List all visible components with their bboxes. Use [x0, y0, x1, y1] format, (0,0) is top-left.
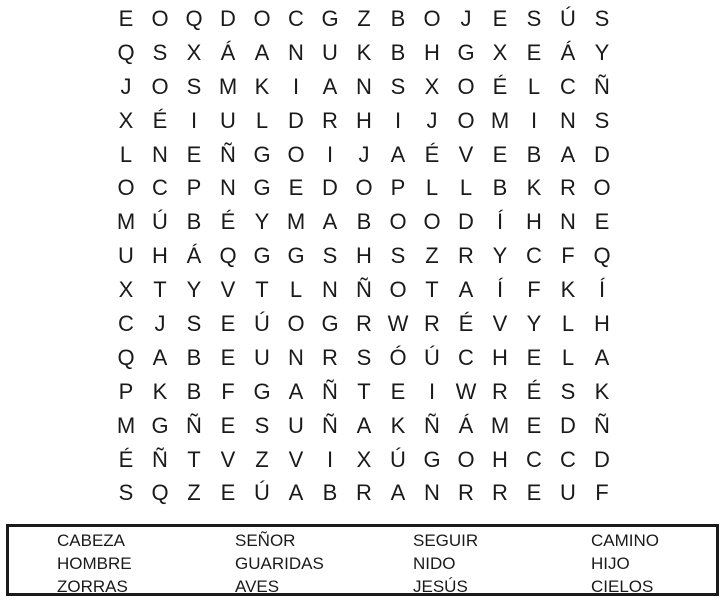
grid-letter[interactable]: S [560, 378, 576, 404]
grid-letter[interactable]: I [326, 446, 334, 472]
grid-letter[interactable]: A [254, 39, 270, 65]
grid-letter[interactable]: O [389, 209, 407, 235]
grid-letter[interactable]: É [152, 107, 168, 133]
grid-letter[interactable]: X [118, 107, 134, 133]
grid-letter[interactable]: O [287, 310, 305, 336]
grid-letter[interactable]: D [594, 141, 610, 167]
grid-letter[interactable]: Ú [560, 5, 576, 31]
grid-letter[interactable]: E [526, 412, 542, 438]
grid-letter[interactable]: Á [220, 39, 236, 65]
grid-letter[interactable]: G [321, 5, 339, 31]
grid-letter[interactable]: E [492, 5, 508, 31]
grid-letter[interactable]: U [220, 107, 236, 133]
grid-letter[interactable]: D [560, 412, 576, 438]
grid-letter[interactable]: O [389, 277, 407, 303]
grid-letter[interactable]: S [254, 412, 270, 438]
grid-letter[interactable]: J [120, 73, 132, 99]
grid-letter[interactable]: V [288, 446, 304, 472]
grid-letter[interactable]: É [458, 310, 474, 336]
grid-letter[interactable]: B [526, 141, 542, 167]
grid-letter[interactable]: Q [219, 243, 237, 269]
grid-letter[interactable]: O [151, 5, 169, 31]
grid-letter[interactable]: X [492, 39, 508, 65]
grid-letter[interactable]: B [390, 5, 406, 31]
grid-letter[interactable]: A [594, 344, 610, 370]
grid-letter[interactable]: X [424, 73, 440, 99]
grid-letter[interactable]: I [428, 378, 436, 404]
grid-letter[interactable]: H [594, 310, 610, 336]
grid-letter[interactable]: A [288, 378, 304, 404]
grid-letter[interactable]: W [455, 378, 477, 404]
grid-letter[interactable]: Á [186, 243, 202, 269]
grid-letter[interactable]: E [526, 344, 542, 370]
grid-letter[interactable]: U [288, 412, 304, 438]
grid-letter[interactable]: Y [254, 209, 270, 235]
grid-letter[interactable]: N [322, 277, 338, 303]
grid-letter[interactable]: Ñ [220, 141, 236, 167]
grid-letter[interactable]: S [594, 5, 610, 31]
grid-letter[interactable]: X [186, 39, 202, 65]
grid-letter[interactable]: B [356, 209, 372, 235]
grid-letter[interactable]: T [357, 378, 371, 404]
grid-letter[interactable]: L [527, 73, 541, 99]
grid-letter[interactable]: H [356, 243, 372, 269]
grid-letter[interactable]: E [220, 480, 236, 506]
grid-letter[interactable]: T [425, 277, 439, 303]
grid-letter[interactable]: M [116, 209, 136, 235]
grid-letter[interactable]: H [356, 107, 372, 133]
grid-letter[interactable]: B [186, 378, 202, 404]
word-list-item: SEGUIR [413, 531, 479, 550]
grid-letter[interactable]: E [220, 412, 236, 438]
grid-letter[interactable]: N [560, 209, 576, 235]
grid-letter[interactable]: C [288, 5, 304, 31]
grid-letter[interactable]: G [457, 39, 475, 65]
grid-letter[interactable]: S [594, 107, 610, 133]
grid-letter[interactable]: P [118, 378, 134, 404]
grid-letter[interactable]: Ú [254, 480, 270, 506]
grid-letter[interactable]: É [118, 446, 134, 472]
grid-letter[interactable]: H [492, 446, 508, 472]
grid-letter[interactable]: P [390, 175, 406, 201]
grid-letter[interactable]: G [423, 446, 441, 472]
grid-letter[interactable]: E [526, 480, 542, 506]
grid-letter[interactable]: A [322, 209, 338, 235]
grid-letter[interactable]: Q [117, 39, 135, 65]
grid-letter[interactable]: K [390, 412, 406, 438]
grid-letter[interactable]: J [460, 5, 472, 31]
grid-letter[interactable]: O [457, 446, 475, 472]
grid-letter[interactable]: M [286, 209, 306, 235]
grid-letter[interactable]: Á [458, 412, 474, 438]
grid-letter[interactable]: N [220, 175, 236, 201]
word-list-item: NIDO [413, 554, 456, 573]
grid-letter[interactable]: N [152, 141, 168, 167]
grid-letter[interactable]: U [118, 243, 134, 269]
grid-letter[interactable]: J [154, 310, 166, 336]
grid-letter[interactable]: Z [425, 243, 439, 269]
grid-letter[interactable]: Z [187, 480, 201, 506]
grid-letter[interactable]: E [390, 378, 406, 404]
grid-letter[interactable]: T [255, 277, 269, 303]
grid-letter[interactable]: F [595, 480, 609, 506]
word-list-item: HIJO [591, 554, 630, 573]
grid-letter[interactable]: U [254, 344, 270, 370]
grid-letter[interactable]: Q [185, 5, 203, 31]
grid-letter[interactable]: A [390, 480, 406, 506]
grid-letter[interactable]: T [187, 446, 201, 472]
grid-letter[interactable]: Ñ [186, 412, 202, 438]
grid-letter[interactable]: Y [526, 310, 542, 336]
grid-letter[interactable]: W [387, 310, 409, 336]
grid-letter[interactable]: O [287, 141, 305, 167]
grid-letter[interactable]: L [425, 175, 439, 201]
grid-letter[interactable]: F [527, 277, 541, 303]
word-list-box [6, 524, 719, 596]
word-list-item: ZORRAS [57, 577, 128, 596]
grid-letter[interactable]: B [186, 344, 202, 370]
grid-letter[interactable]: X [356, 446, 372, 472]
grid-letter[interactable]: D [594, 446, 610, 472]
grid-letter[interactable]: R [560, 175, 576, 201]
grid-letter[interactable]: R [322, 344, 338, 370]
grid-letter[interactable]: C [458, 344, 474, 370]
grid-letter[interactable]: B [186, 209, 202, 235]
grid-letter[interactable]: Ñ [356, 277, 372, 303]
grid-letter[interactable]: S [526, 5, 542, 31]
word-list-item: CIELOS [591, 577, 654, 596]
grid-letter[interactable]: R [424, 310, 440, 336]
grid-letter[interactable]: A [288, 480, 304, 506]
grid-letter[interactable]: É [526, 378, 542, 404]
grid-letter[interactable]: K [152, 378, 168, 404]
grid-letter[interactable]: B [322, 480, 338, 506]
grid-letter[interactable]: S [152, 39, 168, 65]
grid-letter[interactable]: Z [255, 446, 269, 472]
grid-letter[interactable]: R [458, 480, 474, 506]
grid-letter[interactable]: P [186, 175, 202, 201]
grid-letter[interactable]: É [424, 141, 440, 167]
grid-letter[interactable]: C [526, 243, 542, 269]
grid-letter[interactable]: Ñ [594, 412, 610, 438]
grid-letter[interactable]: E [118, 5, 134, 31]
grid-letter[interactable]: O [117, 175, 135, 201]
grid-letter[interactable]: A [458, 277, 474, 303]
word-list [57, 529, 721, 598]
grid-letter[interactable]: M [116, 412, 136, 438]
grid-letter[interactable]: K [594, 378, 610, 404]
grid-letter[interactable]: I [530, 107, 538, 133]
word-list-item: GUARIDAS [235, 554, 324, 573]
grid-letter[interactable]: E [220, 344, 236, 370]
grid-letter[interactable]: V [220, 446, 236, 472]
grid-letter[interactable]: C [560, 446, 576, 472]
grid-letter[interactable]: S [186, 73, 202, 99]
grid-letter[interactable]: Ñ [424, 412, 440, 438]
grid-letter[interactable]: D [220, 5, 236, 31]
grid-letter[interactable]: R [458, 243, 474, 269]
grid-letter[interactable]: R [492, 378, 508, 404]
grid-letter[interactable]: G [253, 378, 271, 404]
grid-letter[interactable]: Ñ [322, 412, 338, 438]
grid-letter[interactable]: I [190, 107, 198, 133]
grid-letter[interactable]: D [288, 107, 304, 133]
word-list-item: CABEZA [57, 531, 126, 550]
grid-letter[interactable]: S [356, 344, 372, 370]
grid-letter[interactable]: K [356, 39, 372, 65]
grid-letter[interactable]: O [423, 209, 441, 235]
grid-letter[interactable]: Y [594, 39, 610, 65]
grid-letter[interactable]: Ú [152, 209, 168, 235]
grid-letter[interactable]: V [458, 141, 474, 167]
grid-letter[interactable]: S [118, 480, 134, 506]
grid-letter[interactable]: L [289, 277, 303, 303]
grid-letter[interactable]: U [322, 39, 338, 65]
grid-letter[interactable]: Ñ [594, 73, 610, 99]
word-list-item: CAMINO [591, 531, 659, 550]
grid-letter[interactable]: O [253, 5, 271, 31]
word-list-item: HOMBRE [57, 554, 132, 573]
grid-letter[interactable]: L [561, 344, 575, 370]
grid-letter[interactable]: H [492, 344, 508, 370]
grid-letter[interactable]: O [457, 73, 475, 99]
grid-letter[interactable]: K [254, 73, 270, 99]
grid-letter[interactable]: N [424, 480, 440, 506]
grid-letter[interactable]: B [492, 175, 508, 201]
grid-letter[interactable]: G [287, 243, 305, 269]
grid-letter[interactable]: U [560, 480, 576, 506]
grid-letter[interactable]: A [560, 141, 576, 167]
grid-letter[interactable]: A [390, 141, 406, 167]
grid-letter[interactable]: A [152, 344, 168, 370]
grid-letter[interactable]: X [118, 277, 134, 303]
grid-letter[interactable]: É [492, 73, 508, 99]
grid-letter[interactable]: N [560, 107, 576, 133]
grid-letter[interactable]: F [221, 378, 235, 404]
word-list-item: JESÚS [413, 577, 468, 596]
grid-letter[interactable]: G [253, 141, 271, 167]
grid-letter[interactable]: O [593, 175, 611, 201]
grid-letter[interactable]: J [426, 107, 438, 133]
grid-letter[interactable]: Ñ [152, 446, 168, 472]
grid-letter[interactable]: Q [117, 344, 135, 370]
grid-letter[interactable]: Á [560, 39, 576, 65]
grid-letter[interactable]: N [356, 73, 372, 99]
grid-letter[interactable]: B [390, 39, 406, 65]
grid-letter[interactable]: C [152, 175, 168, 201]
grid-letter[interactable]: S [390, 73, 406, 99]
grid-letter[interactable]: F [561, 243, 575, 269]
grid-letter[interactable]: O [423, 5, 441, 31]
grid-letter[interactable]: M [490, 412, 510, 438]
grid-letter[interactable]: K [526, 175, 542, 201]
grid-letter[interactable]: A [356, 412, 372, 438]
grid-letter[interactable]: H [526, 209, 542, 235]
grid-letter[interactable]: O [151, 73, 169, 99]
grid-letter[interactable]: G [253, 243, 271, 269]
grid-letter[interactable]: E [220, 310, 236, 336]
grid-letter[interactable]: É [220, 209, 236, 235]
grid-letter[interactable]: Y [492, 243, 508, 269]
grid-letter[interactable]: E [186, 141, 202, 167]
grid-letter[interactable]: N [288, 344, 304, 370]
grid-letter[interactable]: R [356, 310, 372, 336]
grid-letter[interactable]: L [119, 141, 133, 167]
grid-letter[interactable]: E [492, 141, 508, 167]
grid-letter[interactable]: C [118, 310, 134, 336]
grid-letter[interactable]: O [355, 175, 373, 201]
grid-letter[interactable]: A [322, 73, 338, 99]
word-list-item: SEÑOR [235, 531, 296, 550]
grid-letter[interactable]: I [394, 107, 402, 133]
letter-grid [109, 2, 619, 510]
grid-letter[interactable]: O [457, 107, 475, 133]
grid-letter[interactable]: Z [357, 5, 371, 31]
grid-letter[interactable]: Y [186, 277, 202, 303]
grid-letter[interactable]: E [288, 175, 304, 201]
grid-letter[interactable]: N [288, 39, 304, 65]
grid-letter[interactable]: S [322, 243, 338, 269]
grid-letter[interactable]: Q [593, 243, 611, 269]
grid-letter[interactable]: J [358, 141, 370, 167]
grid-letter[interactable]: G [151, 412, 169, 438]
grid-letter[interactable]: G [321, 310, 339, 336]
grid-letter[interactable]: R [356, 480, 372, 506]
grid-letter[interactable]: H [424, 39, 440, 65]
grid-letter[interactable]: R [492, 480, 508, 506]
grid-letter[interactable]: T [153, 277, 167, 303]
grid-letter[interactable]: Ú [254, 310, 270, 336]
grid-letter[interactable]: Ú [424, 344, 440, 370]
grid-letter[interactable]: L [255, 107, 269, 133]
grid-letter[interactable]: M [490, 107, 510, 133]
grid-letter[interactable]: G [253, 175, 271, 201]
grid-letter[interactable]: S [186, 310, 202, 336]
grid-letter[interactable]: E [594, 209, 610, 235]
grid-letter[interactable]: Ñ [322, 378, 338, 404]
grid-letter[interactable]: Í [598, 277, 606, 303]
grid-letter[interactable]: E [526, 39, 542, 65]
grid-letter[interactable]: I [326, 141, 334, 167]
grid-letter[interactable]: I [292, 73, 300, 99]
grid-letter[interactable]: Ó [389, 344, 407, 370]
grid-letter[interactable]: M [218, 73, 238, 99]
grid-letter[interactable]: V [492, 310, 508, 336]
grid-letter[interactable]: L [459, 175, 473, 201]
grid-letter[interactable]: H [152, 243, 168, 269]
grid-letter[interactable]: L [561, 310, 575, 336]
grid-letter[interactable]: C [560, 73, 576, 99]
grid-letter[interactable]: Ú [390, 446, 406, 472]
grid-letter[interactable]: Q [151, 480, 169, 506]
grid-letter[interactable]: D [458, 209, 474, 235]
word-list-item: AVES [235, 577, 280, 596]
grid-letter[interactable]: Í [496, 209, 504, 235]
grid-letter[interactable]: K [560, 277, 576, 303]
grid-letter[interactable]: S [390, 243, 406, 269]
grid-letter[interactable]: Í [496, 277, 504, 303]
grid-letter[interactable]: V [220, 277, 236, 303]
grid-letter[interactable]: D [322, 175, 338, 201]
grid-letter[interactable]: C [526, 446, 542, 472]
grid-letter[interactable]: R [322, 107, 338, 133]
